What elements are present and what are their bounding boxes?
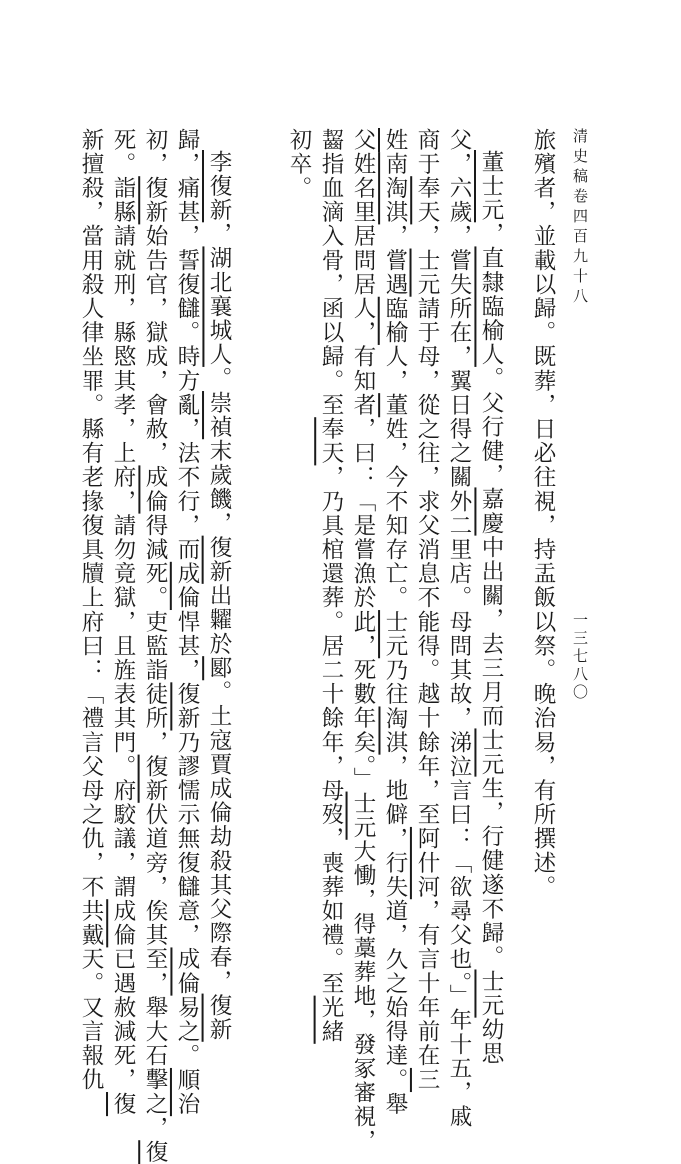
text-column-3: 父，六歲，嘗失所在，翼日得之關外二里店。母問其故，涕泣言曰：「欲尋父也。」年十五，戚 — [446, 128, 472, 1129]
text-column-9: 李復新，湖北襄城人。崇禎末歲饑，復新出糶於郾。土寇賈成倫劫殺其父際春，復新 — [206, 150, 232, 1042]
place-name: 臨榆 — [382, 296, 408, 345]
place-name: 姓 — [382, 128, 408, 153]
text-column-6: 父姓名里居問居人，有知者，曰：「是嘗漁於此，死數年矣。」士元大慟，得藁葬地，發冢審視， — [350, 128, 376, 1154]
page-number: 一三七八〇 — [571, 612, 589, 702]
text-column-10: 歸，痛甚，誓復讎。時方亂，法不行，而成倫悍甚，復新乃謬懦示無復讎意，成倫易之。順治 — [174, 128, 200, 1117]
place-name: 淘淇 — [382, 706, 408, 755]
text-column-11: 初，復新始告官，獄成，會赦，成倫得減死。吏監詣徒所，復新伏道旁，俟其至，舉大石擊之，復 — [142, 128, 168, 1164]
person-name: 復新 — [142, 754, 168, 803]
person-name: 董士元 — [478, 150, 504, 223]
text-column-13: 新擅殺，當用殺人律坐罪。縣有老掾復具牘上府曰：「禮言父母之仇，不共戴天。又言報仇 — [78, 128, 104, 1092]
person-name: 復新 — [174, 682, 200, 731]
text-column-8: 初卒。 — [286, 128, 312, 201]
text-column-4: 商于奉天，士元請于母，從之往，求父消息不能得。越十餘年，至阿什河，有言十年前在三 — [414, 128, 440, 1093]
place-name: 直隸臨榆人 — [478, 246, 504, 367]
place-name: 郾 — [206, 656, 232, 681]
person-name: 成倫 — [174, 561, 200, 611]
era-name: 崇禎 — [206, 391, 232, 440]
person-name: 復新 — [206, 993, 232, 1042]
era-name: 光緒 — [318, 995, 344, 1044]
person-name: 成倫 — [142, 465, 168, 514]
person-name: 士元 — [350, 791, 376, 840]
text-column-12: 死。詣縣請就刑，縣愍其孝，上府，請勿竟獄，且旌表其門。府駮議，謂成倫已遇赦減死，復 — [110, 128, 136, 1117]
text-column-7: 齧指血滴入骨，函以歸。至奉天，乃具棺還葬。居二十餘年，母歿，喪葬如禮。至光緒 — [318, 128, 344, 1044]
place-name: 奉天 — [414, 176, 440, 225]
place-name: 湖北襄城人 — [206, 246, 232, 367]
person-name: 成倫 — [110, 899, 136, 948]
person-name: 董 — [382, 393, 408, 418]
person-name: 復 — [110, 1092, 136, 1117]
person-name: 復 — [142, 1140, 168, 1164]
place-name: 三 — [414, 1067, 440, 1093]
person-name: 士元 — [478, 969, 504, 1018]
person-name: 復新 — [142, 176, 168, 225]
person-name: 成倫 — [174, 947, 200, 996]
era-name: 嘉慶 — [478, 487, 504, 536]
person-name: 士元 — [382, 610, 408, 659]
person-name: 士元 — [414, 248, 440, 297]
place-name: 南淘淇 — [382, 152, 408, 225]
place-name: 阿什河 — [414, 826, 440, 900]
text-column-1: 旅殯者，並載以歸。既葬，日必往視，持盂飯以祭。晚治易，有所撰述。 — [530, 128, 556, 900]
place-name: 奉天 — [318, 417, 344, 466]
running-header-title: 清史稿卷四百九十八 — [571, 128, 589, 308]
text-column-2: 董士元，直隸臨榆人。父行健，嘉慶中出關，去三月而士元生，行健遂不歸。士元幼思 — [478, 150, 504, 1066]
era-name: 順治 — [174, 1067, 200, 1117]
person-name: 李復新 — [206, 150, 232, 223]
person-name: 士元 — [478, 728, 504, 777]
person-name: 復新 — [206, 535, 232, 584]
text-column-5: 姓南淘淇，嘗遇臨榆人，董姓，今不知存亡。士元乃往淘淇，地僻，行失道，久之始得達。舉 — [382, 128, 408, 1117]
